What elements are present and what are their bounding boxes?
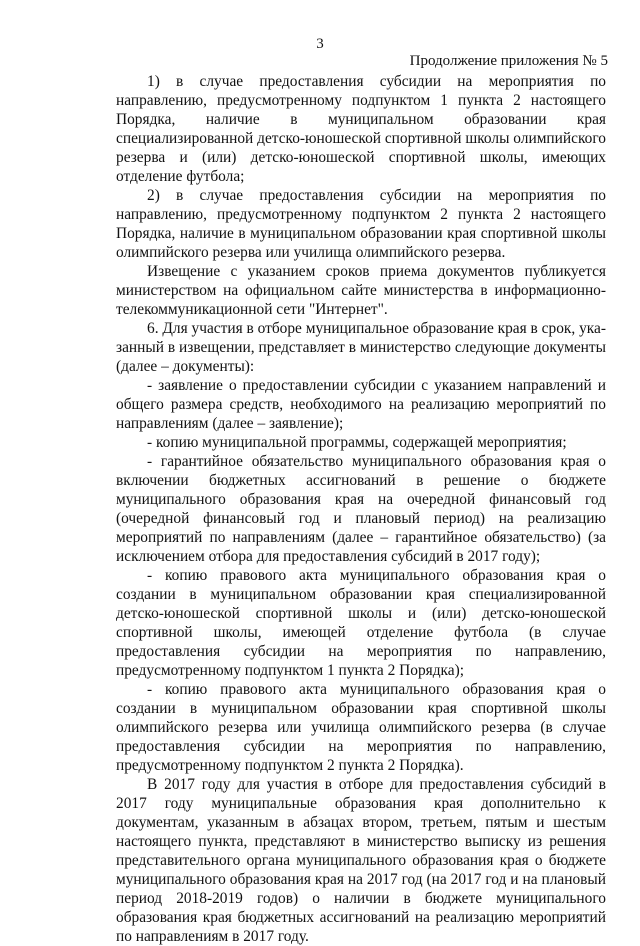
list-item-legal-act-youth-school: - копию правового акта муниципального образования края о создании в муниципальном образовании края специализированной детско-юношеской спортивной школы и (или) детско-юношеской спортивной школы, имеющей отделение футбола (в случае предоставления субсидии на мероприятия по направлению, предусмотренному подпунктом 1 пункта 2 Порядка);: [116, 567, 606, 679]
paragraph-item-6-documents: 6. Для участия в отборе муниципальное образование края в срок, указанный в извещении, представляет в министерство следующие документы (далее – документы):: [116, 320, 606, 375]
list-item-application: - заявление о предоставлении субсидии с указанием направлений и общего размера средств, необходимого на реализацию мероприятий по направлениям (далее – заявление);: [116, 377, 606, 432]
page-number: 3: [316, 36, 324, 52]
list-item-municipal-program: - копию муниципальной программы, содержащей мероприятия;: [147, 434, 567, 451]
document-body: [116, 72, 606, 946]
paragraph-2017-requirements: В 2017 году для участия в отборе для предоставления субсидий в 2017 году муниципальные образования края дополнительно к документам, указанным в абзацах втором, третьем, пятым и шестым настоящего пункта, представляют в министерство выписку из решения представительного органа муниципального образования края о бюджете муниципального образования края на 2017 год (на 2017 год и на плановый период 2018-2019 годов) о наличии в бюджете муниципального образования края бюджетных ассигнований на реализацию мероприятий по направлениям в 2017 году.: [116, 776, 606, 945]
appendix-continuation-note: Продолжение приложения № 5: [409, 53, 608, 69]
list-item-guarantee-obligation: - гарантийное обязательство муниципального образования края о включении бюджетных ассигнований в решение о бюджете муниципального образования края на очередной финансовый год (очередной финансовый год и плановый период) на реализацию мероприятий по направлениям (далее – гарантийное обязательство) (за исключением отбора для предоставления субсидий в 2017 году);: [116, 453, 606, 565]
list-item-legal-act-olympic-school: - копию правового акта муниципального образования края о создании в муниципальном образовании края спортивной школы олимпийского резерва или училища олимпийского резерва (в случае предоставления субсидии на мероприятия по направлению, предусмотренному подпунктом 2 пункта 2 Порядка).: [116, 681, 606, 774]
paragraph-notice-publication: Извещение с указанием сроков приема документов публикуется министерством на официальном сайте министерства в информационно-телекоммуникационной сети "Интернет".: [116, 263, 606, 318]
paragraph-subsidy-direction-1: 1) в случае предоставления субсидии на мероприятия по направлению, предусмотренному подпунктом 1 пункта 2 настоящего Порядка, наличие в муниципальном образовании края специализированной детско-юношеской спортивной школы олимпийского резерва и (или) детско-юношеской спортивной школы, имеющих отделение футбола;: [116, 73, 606, 185]
paragraph-subsidy-direction-2: 2) в случае предоставления субсидии на мероприятия по направлению, предусмотренному подпунктом 2 пункта 2 настоящего Порядка, наличие в муниципальном образовании края спортивной школы олимпийского резерва или училища олимпийского резерва.: [116, 187, 606, 261]
